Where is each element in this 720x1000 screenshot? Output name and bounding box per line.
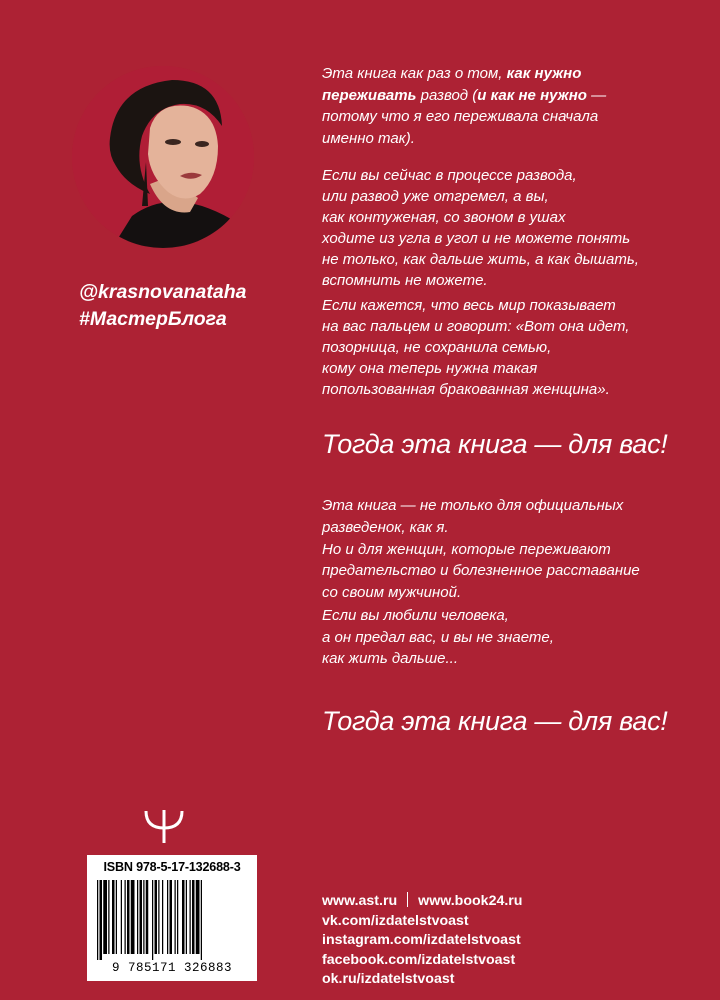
intro-text: Эта книга как раз о том, xyxy=(322,65,507,82)
paragraph-line: как контуженая, со звоном в ушах xyxy=(322,209,566,226)
paragraph-line: разведенок, как я. xyxy=(322,518,449,536)
paragraph-intro xyxy=(322,63,606,149)
paragraph-line: Но и для женщин, которые переживают xyxy=(322,540,611,558)
link-divider xyxy=(407,892,408,907)
intro-emphasis: как нужно xyxy=(506,65,582,82)
link-vk[interactable]: vk.com/izdatelstvoast xyxy=(322,912,469,929)
paragraph-line: со своим мужчиной. xyxy=(322,584,462,602)
paragraph-line: кому она теперь нужна такая xyxy=(322,360,538,377)
author-portrait xyxy=(72,66,254,248)
intro-text: — xyxy=(586,86,607,104)
paragraph-line: как жить дальше... xyxy=(322,650,458,667)
author-handle[interactable]: @krasnovanataha xyxy=(79,281,247,303)
link-book24[interactable]: www.book24.ru xyxy=(418,893,523,909)
isbn-barcode-block xyxy=(87,855,257,981)
intro-line: потому что я его переживала сначала xyxy=(322,108,599,125)
link-instagram[interactable]: instagram.com/izdatelstvoast xyxy=(322,932,521,948)
link-ast[interactable]: www.ast.ru xyxy=(322,893,398,909)
link-facebook[interactable]: facebook.com/izdatelstvoast xyxy=(322,951,516,968)
tagline-first: Тогда эта книга — для вас! xyxy=(322,429,668,459)
author-social xyxy=(79,279,247,333)
paragraph-line: не только, как дальше жить, а как дышать, xyxy=(322,251,639,268)
link-ok[interactable]: ok.ru/izdatelstvoast xyxy=(322,971,455,987)
intro-text: развод ( xyxy=(416,86,478,104)
paragraph-line: вспомнить не можете. xyxy=(322,272,488,289)
paragraph-world xyxy=(322,295,629,400)
isbn-digits: 9 785171 326883 xyxy=(111,961,233,975)
paragraph-line: на вас пальцем и говорит: «Вот она идет, xyxy=(322,318,630,335)
paragraph-line: или развод уже отгремел, а вы, xyxy=(322,188,549,205)
paragraph-line: предательство и болезненное расставание xyxy=(322,562,640,580)
isbn-label: ISBN 978-5-17-132688-3 xyxy=(103,860,241,874)
paragraph-line: ходите из угла в угол и не можете понять xyxy=(322,230,631,247)
paragraph-line: позорница, не сохранила семью, xyxy=(322,339,552,356)
psi-icon xyxy=(143,808,185,849)
paragraph-betrayal xyxy=(322,605,554,670)
paragraph-line: Эта книга — не только для официальных xyxy=(322,497,624,514)
barcode-icon xyxy=(95,880,249,960)
publisher-links xyxy=(322,892,522,990)
paragraph-line: попользованная бракованная женщина». xyxy=(322,381,610,398)
paragraph-divorce xyxy=(322,165,639,291)
paragraph-line: Если кажется, что весь мир показывает xyxy=(322,297,616,314)
intro-line: именно так). xyxy=(322,129,415,147)
paragraph-line: Если вы сейчас в процессе развода, xyxy=(322,167,577,184)
author-photo-image xyxy=(72,66,254,248)
paragraph-line: Если вы любили человека, xyxy=(322,607,509,624)
author-hashtag[interactable]: #МастерБлога xyxy=(79,308,227,330)
paragraph-line: а он предал вас, и вы не знаете, xyxy=(322,628,554,646)
tagline-second: Тогда эта книга — для вас! xyxy=(322,706,668,736)
intro-emphasis: и как не нужно xyxy=(477,86,587,104)
intro-emphasis: переживать xyxy=(322,86,417,104)
paragraph-audience xyxy=(322,495,640,604)
